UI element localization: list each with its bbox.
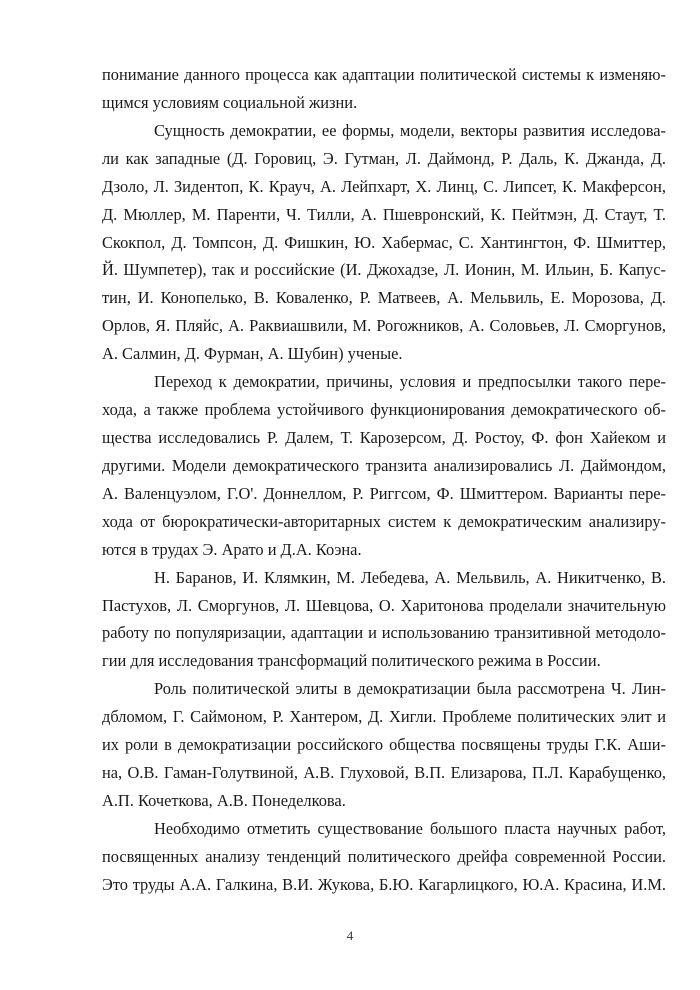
page-number: 4 <box>346 928 354 943</box>
text-line: Переход к демократии, причины, условия и предпосылки такого пере- <box>154 372 666 392</box>
text-line: хода, а также проблема устойчивого функционирования демократического об- <box>102 400 666 420</box>
paragraph <box>102 368 666 563</box>
text-line: Необходимо отметить существование большого пласта научных работ, <box>154 818 666 838</box>
paragraph <box>102 61 666 117</box>
paragraph <box>102 564 666 676</box>
paragraph <box>102 815 666 899</box>
text-line: хода от бюрократически-авторитарных систем к демократическим анализиру- <box>102 511 666 531</box>
paragraph <box>102 675 666 815</box>
text-line: их роли в демократизации российского общества посвящены труды Г.К. Аши- <box>102 735 666 755</box>
text-line: понимание данного процесса как адаптации политической системы к изменяю- <box>102 65 666 84</box>
text-line: тин, И. Конопелько, В. Коваленко, Р. Матвеев, А. Мельвиль, Е. Морозова, Д. <box>102 288 666 308</box>
text-line: Скокпол, Д. Томпсон, Д. Фишкин, Ю. Хабермас, С. Хантингтон, Ф. Шмиттер, <box>102 232 666 252</box>
text-line: другими. Модели демократического транзита анализировались Л. Даймондом, <box>102 455 666 475</box>
text-line: работу по популяризации, адаптации и использованию транзитивной методоло- <box>102 623 666 643</box>
text-line: Дзоло, Л. Зидентоп, К. Крауч, А. Лейпхарт, Х. Линц, С. Липсет, К. Макферсон, <box>102 176 666 196</box>
text-line: Сущность демократии, ее формы, модели, векторы развития исследова- <box>154 120 666 140</box>
text-line: ли как западные (Д. Горовиц, Э. Гутман, Л. Даймонд, Р. Даль, К. Джанда, Д. <box>102 148 666 168</box>
text-line: Н. Баранов, И. Клямкин, М. Лебедева, А. Мельвиль, А. Никитченко, В. <box>154 567 666 587</box>
text-line: ются в трудах Э. Арато и Д.А. Коэна. <box>102 539 362 559</box>
text-line: дбломом, Г. Саймоном, Р. Хантером, Д. Хигли. Проблеме политических элит и <box>102 707 666 727</box>
document-body <box>102 61 666 899</box>
text-line: посвященных анализу тенденций политического дрейфа современной России. <box>102 846 666 866</box>
text-line: Это труды А.А. Галкина, В.И. Жукова, Б.Ю. Кагарлицкого, Ю.А. Красина, И.М. <box>102 874 666 894</box>
text-line: Д. Мюллер, М. Паренти, Ч. Тилли, А. Пшевронский, К. Пейтмэн, Д. Стаут, Т. <box>102 204 666 224</box>
text-line: на, О.В. Гаман-Голутвиной, А.В. Глуховой, В.П. Елизарова, П.Л. Карабущенко, <box>102 763 666 783</box>
text-line: Орлов, Я. Пляйс, А. Раквиашвили, М. Рогожников, А. Соловьев, Л. Сморгунов, <box>102 316 666 336</box>
text-line: гии для исследования трансформаций политического режима в России. <box>102 651 601 671</box>
text-line: Пастухов, Л. Сморгунов, Л. Шевцова, О. Харитонова проделали значительную <box>102 595 666 615</box>
text-line: Й. Шумпетер), так и российские (И. Джохадзе, Л. Ионин, М. Ильин, Б. Капус- <box>102 260 666 280</box>
paragraph <box>102 117 666 368</box>
text-line: А. Салмин, Д. Фурман, А. Шубин) ученые. <box>102 344 403 364</box>
text-line: щимся условиям социальной жизни. <box>102 92 358 112</box>
text-line: А.П. Кочеткова, А.В. Понеделкова. <box>102 790 346 810</box>
text-line: Роль политической элиты в демократизации была рассмотрена Ч. Лин- <box>154 679 666 699</box>
text-line: А. Валенцуэлом, Г.О'. Доннеллом, Р. Риггсом, Ф. Шмиттером. Варианты пере- <box>102 483 666 503</box>
text-line: щества исследовались Р. Далем, Т. Карозерсом, Д. Ростоу, Ф. фон Хайеком и <box>102 427 666 447</box>
